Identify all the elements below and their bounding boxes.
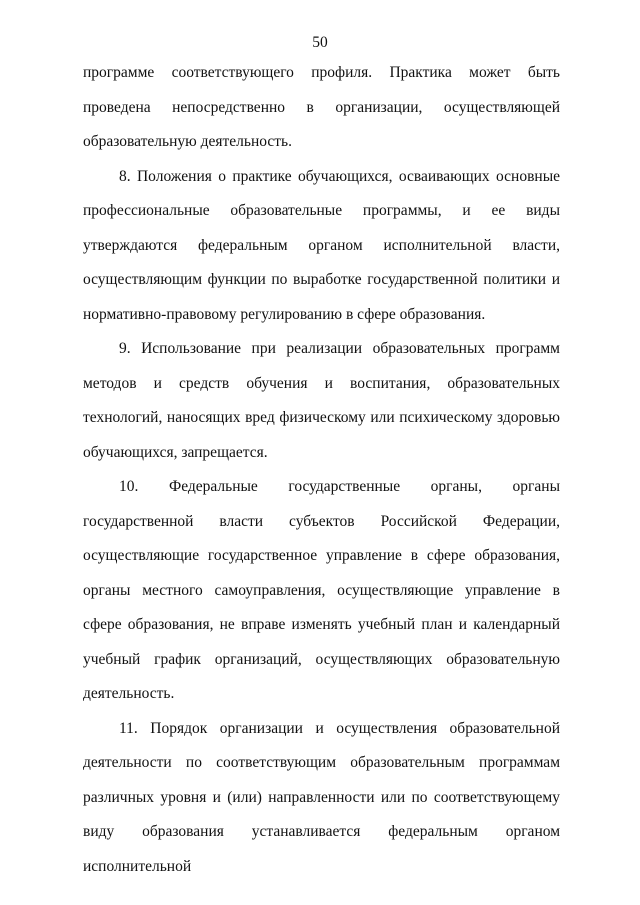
paragraph-8: 8. Положения о практике обучающихся, осваивающих основные профессиональные образовательные программы, и ее виды утверждаются федеральным органом исполнительной власти, осуществляющим функции по выработке государственной политики и нормативно-правовому регулированию в сфере образования. <box>83 167 560 323</box>
paragraph-10: 10. Федеральные государственные органы, органы государственной власти субъектов Российской Федерации, осуществляющие государственное управление в сфере образования, органы местного самоуправления, осуществляющие управление в сфере образования, не вправе изменять учебный план и календарный учебный график организаций, осуществляющих образовательную деятельность. <box>83 478 560 702</box>
paragraph-continuation: программе соответствующего профиля. Практика может быть проведена непосредственно в организации, осуществляющей образовательную деятельность. <box>83 64 560 150</box>
document-body <box>83 56 560 884</box>
page-number: 50 <box>312 34 328 51</box>
paragraph-11: 11. Порядок организации и осуществления образовательной деятельности по соответствующим образовательным программам различных уровня и (или) направленности или по соответствующему виду образования устанавливается федеральным органом исполнительной <box>83 719 560 875</box>
paragraph-9: 9. Использование при реализации образовательных программ методов и средств обучения и воспитания, образовательных технологий, наносящих вред физическому или психическому здоровью обучающихся, запрещается. <box>83 340 560 461</box>
